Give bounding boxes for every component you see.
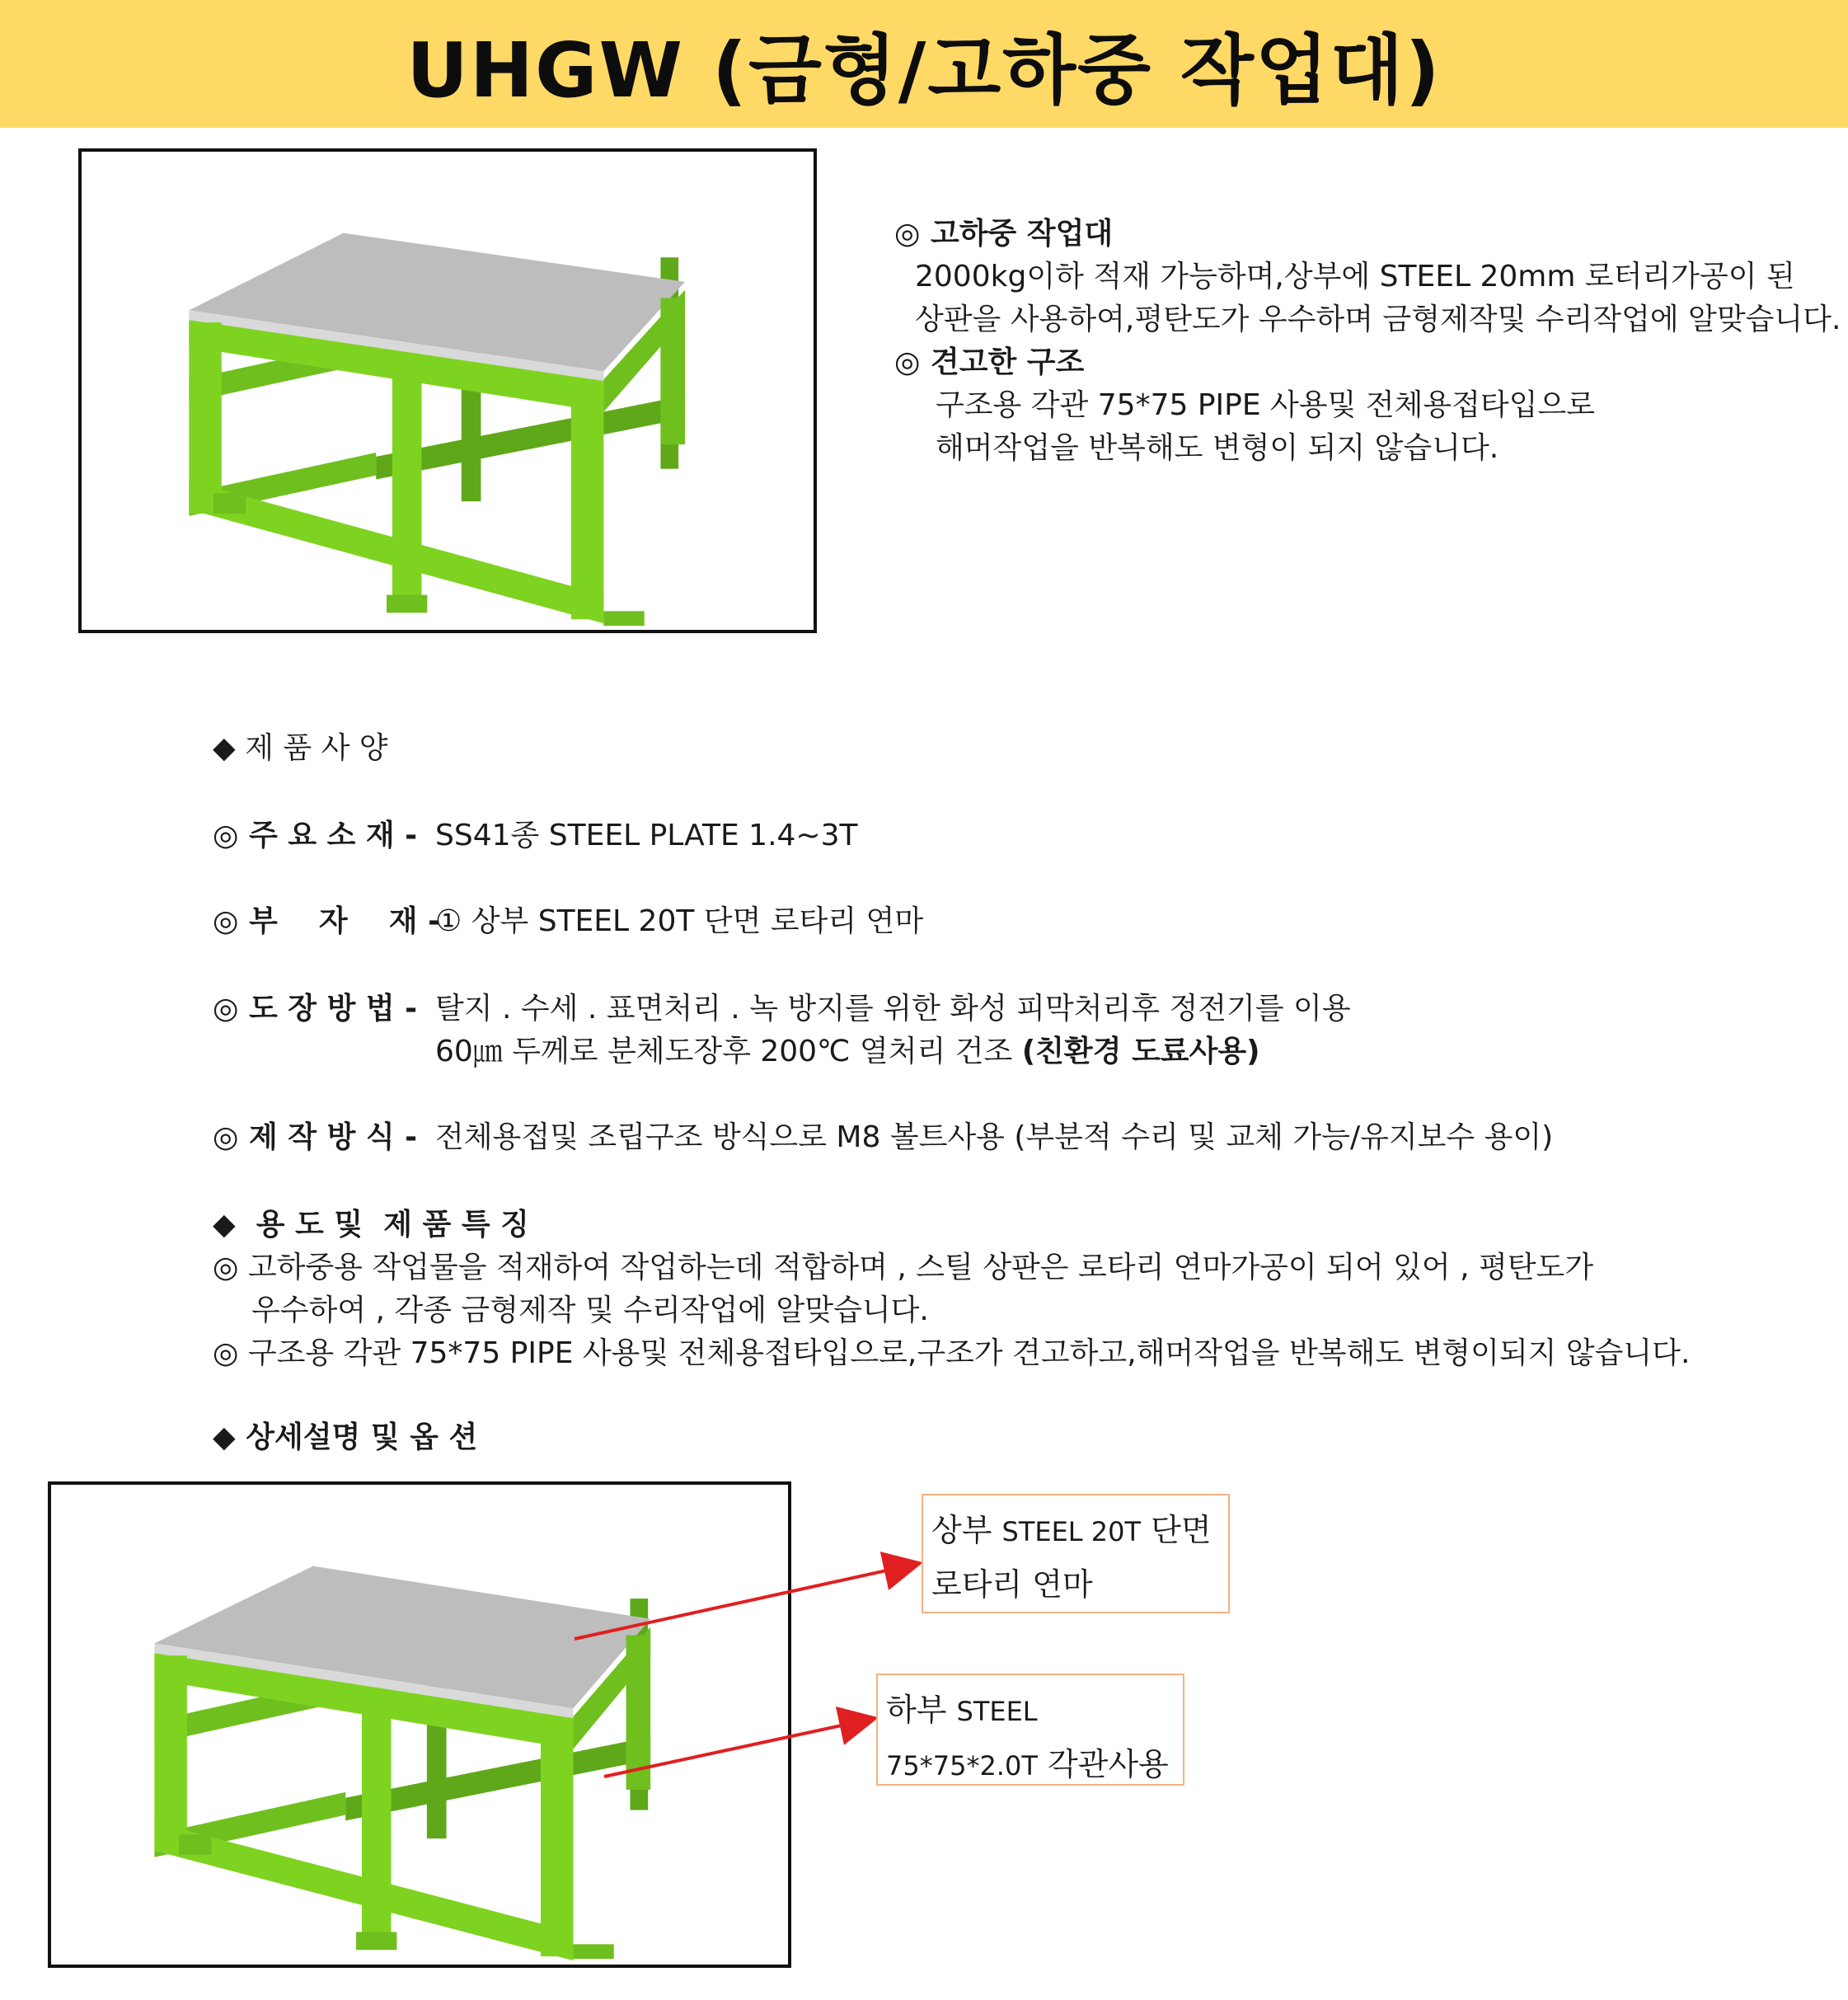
intro-body-1a: 2000kg이하 적재 가능하며,상부에 STEEL 20mm 로터리가공이 된 bbox=[915, 260, 1795, 293]
callout-bottom-frame bbox=[876, 1674, 1184, 1786]
workbench-illustration bbox=[82, 152, 814, 630]
features-line-1: ◎ 고하중용 작업물을 적재하여 작업하는데 적합하며 , 스틸 상판은 로타리 연마가공이 되어 있어 , 평탄도가 bbox=[213, 1251, 1594, 1284]
paint-line2-text: 60㎛ 두께로 분체도장후 200℃ 열처리 건조 bbox=[435, 1035, 1022, 1068]
product-image-bottom bbox=[48, 1481, 791, 1968]
intro-heading-1: ◎ 고하중 작업대 bbox=[894, 217, 1114, 251]
spec-label-build: ◎ 제 작 방 식 - bbox=[213, 1120, 418, 1154]
callout-top-plate bbox=[922, 1494, 1230, 1613]
paint-line2-bold: (친환경 도료사용) bbox=[1021, 1035, 1260, 1068]
features-line-2: 우수하여 , 각종 금형제작 및 수리작업에 알맞습니다. bbox=[251, 1293, 929, 1327]
spec-value-build: 전체용접및 조립구조 방식으로 M8 볼트사용 (부분적 수리 및 교체 가능/유지보수 용이) bbox=[435, 1120, 1554, 1154]
callout1-line2: 로타리 연마 bbox=[931, 1566, 1093, 1603]
spec-value-paint: 탈지 . 수세 . 표면처리 . 녹 방지를 위한 화성 피막처리후 정전기를 이용 bbox=[435, 992, 1351, 1026]
product-image-top bbox=[78, 148, 817, 633]
spec-label-material: ◎ 주 요 소 재 - bbox=[213, 819, 418, 852]
workbench-illustration bbox=[51, 1485, 788, 1965]
spec-label-paint: ◎ 도 장 방 법 - bbox=[213, 992, 418, 1026]
intro-body-2b: 해머작업을 반복해도 변형이 되지 않습니다. bbox=[936, 431, 1499, 465]
spec-value-submaterial: ① 상부 STEEL 20T 단면 로타리 연마 bbox=[435, 904, 924, 938]
detail-section-title: ◆ 상세설명 및 옵 션 bbox=[213, 1420, 478, 1454]
callout1-line1: 상부 STEEL 20T 단면 bbox=[931, 1512, 1212, 1548]
spec-label-submaterial: ◎ 부 자 재 - bbox=[213, 904, 441, 938]
features-line-3: ◎ 구조용 각관 75*75 PIPE 사용및 전체용접타입으로,구조가 견고하고,해머작업을 반복해도 변형이되지 않습니다. bbox=[213, 1336, 1691, 1370]
spec-section-title: ◆ 제 품 사 양 bbox=[213, 731, 388, 765]
callout2-line1: 하부 STEEL bbox=[886, 1692, 1038, 1728]
spec-value-material: SS41종 STEEL PLATE 1.4~3T bbox=[435, 819, 858, 852]
features-section-title: ◆ 용 도 및 제 품 특 징 bbox=[213, 1208, 529, 1242]
intro-body-2a: 구조용 각관 75*75 PIPE 사용및 전체용접타입으로 bbox=[936, 388, 1596, 422]
page-title: UHGW (금형/고하중 작업대) bbox=[406, 26, 1442, 115]
intro-heading-2: ◎ 견고한 구조 bbox=[894, 345, 1085, 379]
intro-body-1b: 상판을 사용하여,평탄도가 우수하며 금형제작및 수리작업에 알맞습니다. bbox=[915, 303, 1841, 336]
title-bar bbox=[0, 0, 1848, 128]
callout2-line2: 75*75*2.0T 각관사용 bbox=[886, 1746, 1169, 1782]
spec-value-paint-line2 bbox=[435, 1031, 1260, 1073]
